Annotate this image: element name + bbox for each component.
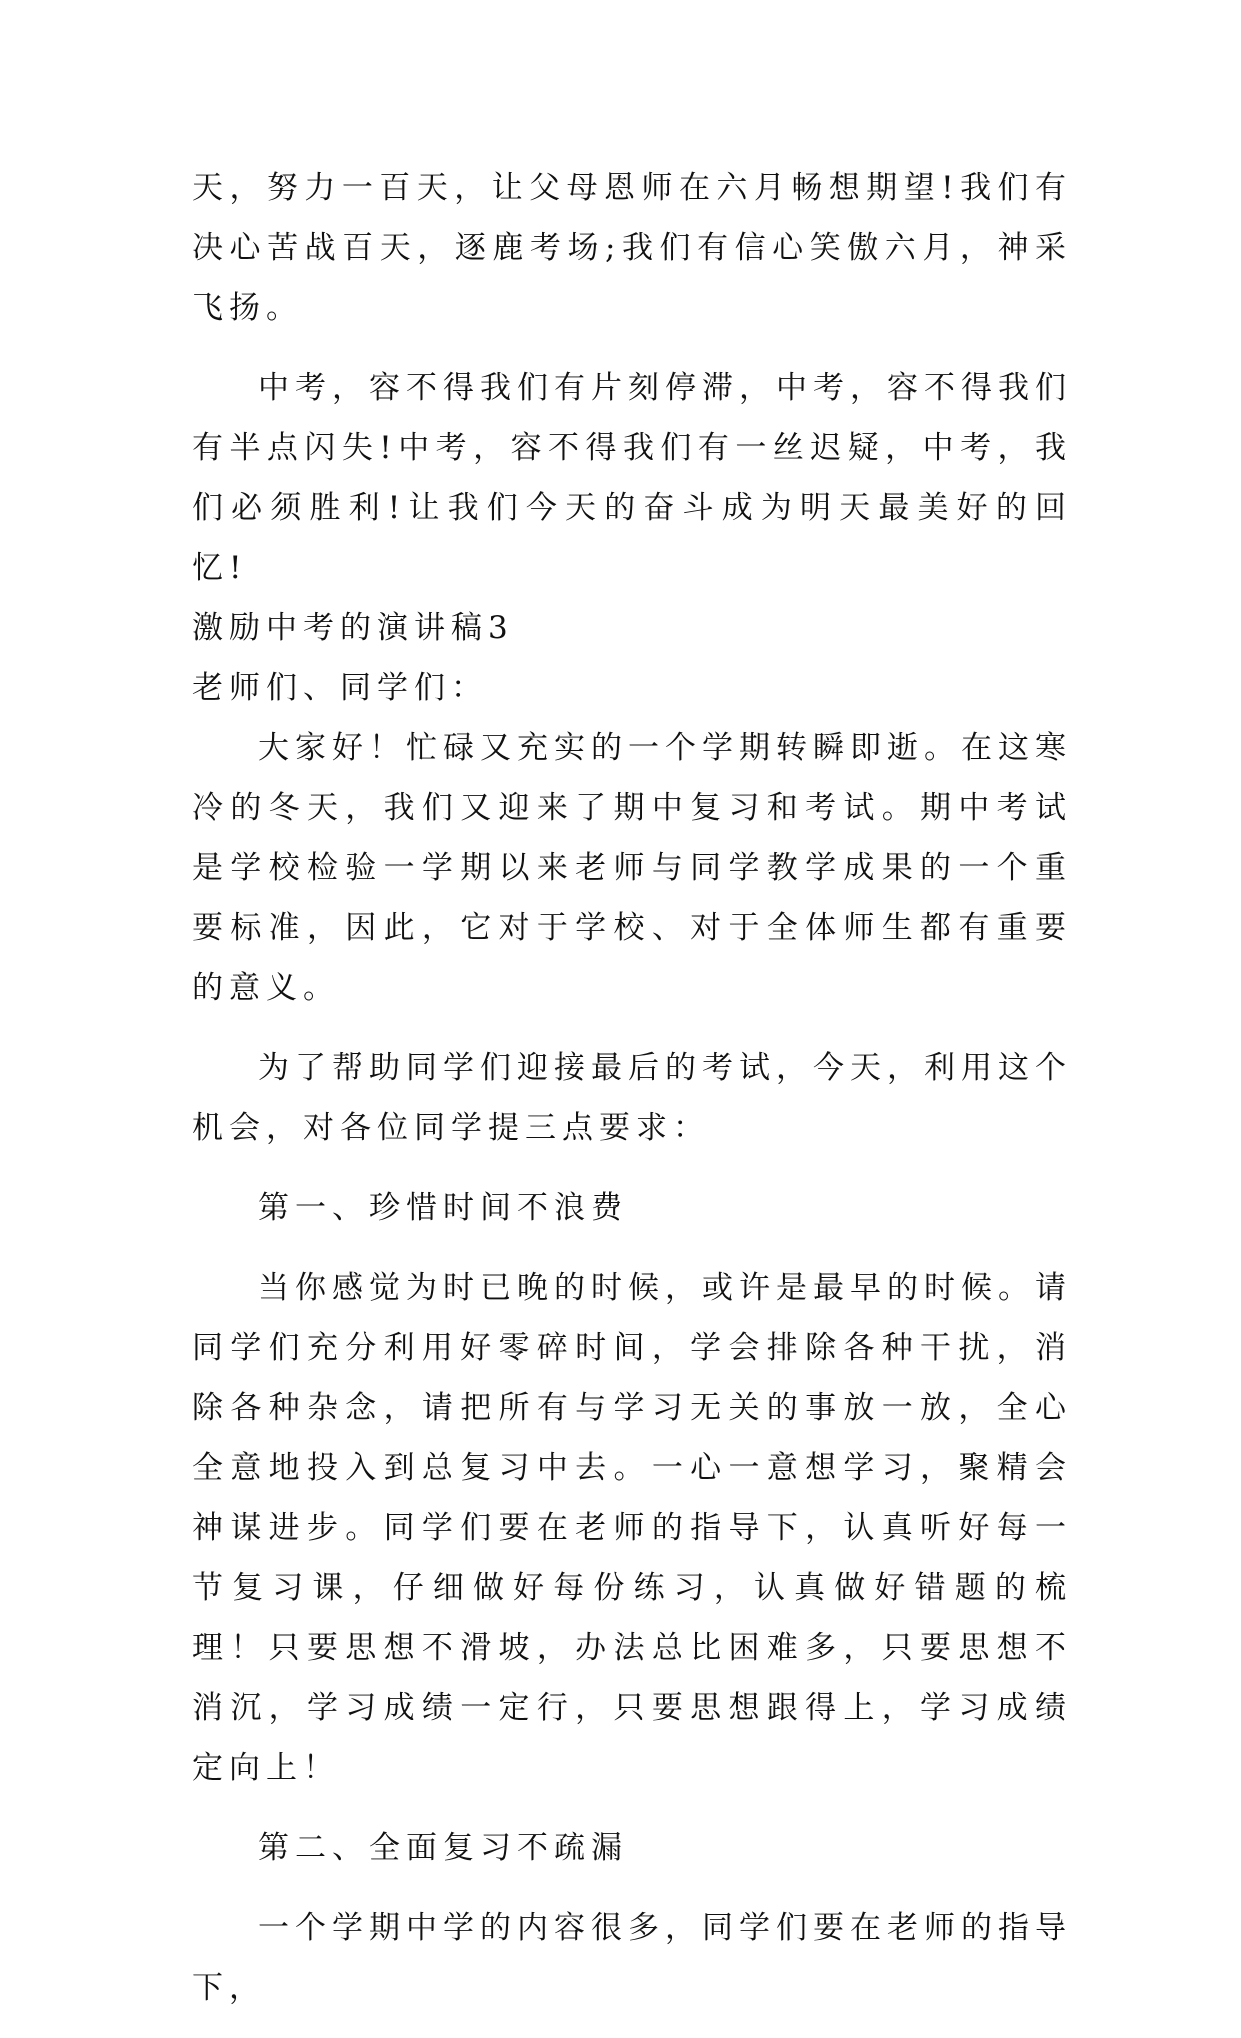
paragraph-point-1: 当你感觉为时已晚的时候，或许是最早的时候。请同学们充分利用好零碎时间，学会排除各种干扰，消除各种杂念，请把所有与学习无关的事放一放，全心全意地投入到总复习中去。一心一意想学习，聚精会神谋进步。同学们要在老师的指导下，认真听好每一节复习课，仔细做好每份练习，认真做好错题的梳理！只要思想不滑坡，办法总比困难多，只要思想不消沉，学习成绩一定行，只要思想跟得上，学习成绩定向上！	[192, 1270, 1072, 1786]
salutation: 老师们、同学们：	[192, 670, 488, 706]
paragraph-exam-resolve: 中考，容不得我们有片刻停滞，中考，容不得我们有半点闪失!中考，容不得我们有一丝迟疑，中考，我们必须胜利!让我们今天的奋斗成为明天最美好的回忆!	[192, 370, 1072, 586]
paragraph-greeting: 大家好！忙碌又充实的一个学期转瞬即逝。在这寒冷的冬天，我们又迎来了期中复习和考试。期中考试是学校检验一学期以来老师与同学教学成果的一个重要标准，因此，它对于学校、对于全体师生都有重要的意义。	[192, 730, 1072, 1006]
point-heading-2: 第二、全面复习不疏漏	[258, 1830, 628, 1866]
paragraph-point-2: 一个学期中学的内容很多，同学们要在老师的指导下，	[192, 1910, 1072, 2006]
paragraph-continuation: 天，努力一百天，让父母恩师在六月畅想期望!我们有决心苦战百天，逐鹿考场;我们有信心笑傲六月，神采飞扬。	[192, 170, 1072, 326]
paragraph-intro-requirements: 为了帮助同学们迎接最后的考试，今天，利用这个机会，对各位同学提三点要求：	[192, 1050, 1072, 1146]
section-title: 激励中考的演讲稿3	[192, 610, 514, 646]
point-heading-1: 第一、珍惜时间不浪费	[258, 1190, 628, 1226]
document-body	[192, 158, 1072, 2038]
